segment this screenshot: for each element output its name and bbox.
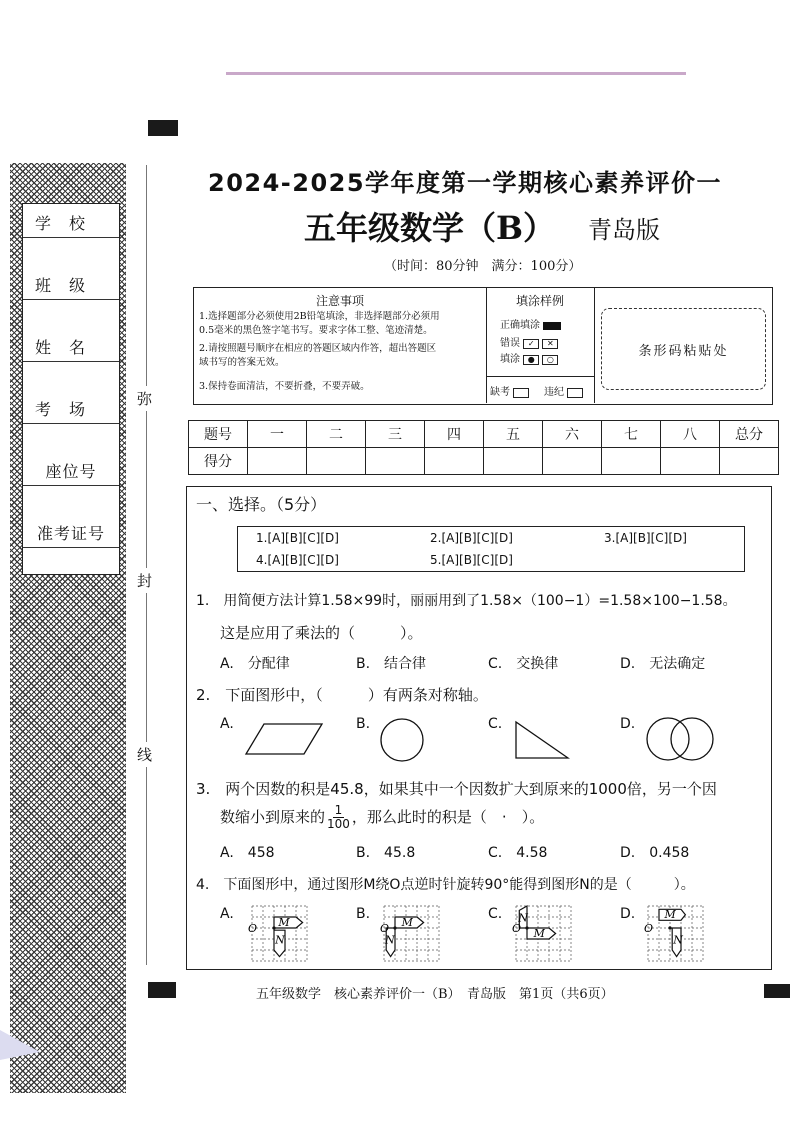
info-label: 学 校: [35, 214, 87, 233]
info-name[interactable]: [23, 332, 119, 362]
absent-mark[interactable]: [490, 383, 529, 398]
score-header-label: 题号: [189, 421, 248, 448]
q2-option-b: B.: [356, 716, 371, 732]
q1-option-c: C. 交换律: [488, 656, 559, 672]
q1-option-a: A. 分配律: [220, 656, 290, 672]
fill-wrong-2: [500, 350, 558, 365]
label-m: M: [401, 915, 413, 929]
score-col: 七: [602, 421, 661, 448]
score-cell[interactable]: [661, 448, 720, 475]
info-school[interactable]: [23, 208, 119, 238]
page-footer: 五年级数学 核心素养评价一（B） 青岛版 第1页（共6页）: [256, 987, 614, 1002]
seal-char: 封: [137, 568, 152, 593]
q4-option-b: B.: [356, 906, 371, 922]
label-o: O: [512, 922, 522, 935]
info-room[interactable]: [23, 394, 119, 424]
notice-item: 0.5毫米的黑色签字笔书写。要求字体工整、笔迹清楚。: [199, 325, 433, 336]
question-3: 3. 两个因数的积是45.8，如果其中一个因数扩大到原来的1000倍，另一个因: [196, 780, 717, 798]
score-col: 八: [661, 421, 720, 448]
barcode-area: 条形码粘贴处: [601, 308, 766, 390]
seal-char: 弥: [137, 386, 152, 411]
notice-item: 3.保持卷面清洁，不要折叠，不要弄破。: [199, 381, 370, 392]
fraction-numerator: 1: [334, 803, 343, 817]
info-seat[interactable]: [23, 456, 119, 486]
q4-option-a: A.: [220, 906, 234, 922]
registration-mark: [764, 984, 790, 998]
scan-corner: [0, 1030, 40, 1060]
notice-item: 域书写的答案无效。: [199, 357, 285, 368]
question-1: 1. 用简便方法计算1.58×99时，丽丽用到了1.58×（100−1）=1.58×100−1.58。: [196, 593, 737, 609]
question-3-cont: [220, 804, 544, 831]
q3-option-c: C. 4.58: [488, 845, 548, 861]
fill-label: 错误: [500, 338, 520, 349]
score-col: 总分: [720, 421, 779, 448]
label-n: N: [518, 911, 528, 925]
score-table: [188, 420, 779, 475]
fill-sample-title: 填涂样例: [515, 294, 564, 308]
score-col: 三: [366, 421, 425, 448]
score-cell[interactable]: [484, 448, 543, 475]
answer-choice-5[interactable]: 5.[A][B][C][D]: [430, 553, 513, 567]
exam-edition: 青岛版: [588, 216, 660, 244]
question-1-cont: 这是应用了乘法的（ ）。: [220, 624, 423, 642]
score-cell[interactable]: [602, 448, 661, 475]
fraction: [327, 804, 350, 831]
q4-option-c: C.: [488, 906, 503, 922]
exam-title: 2024-2025学年度第一学期核心素养评价一: [208, 169, 723, 197]
score-cell[interactable]: [248, 448, 307, 475]
fill-label: 填涂: [500, 354, 520, 365]
divider: [486, 376, 594, 377]
check-box-icon: ✓: [523, 339, 539, 349]
info-label: 考 场: [35, 400, 87, 419]
score-col: 二: [307, 421, 366, 448]
q3-option-a: A. 458: [220, 845, 275, 861]
info-label: 姓 名: [35, 338, 87, 357]
rotation-grid-d: [644, 902, 710, 966]
seal-line: [146, 165, 147, 965]
checkbox-icon: [567, 388, 583, 398]
question-2: 2. 下面图形中，（ ）有两条对称轴。: [196, 686, 488, 704]
label-o: O: [644, 922, 654, 935]
score-cell[interactable]: [720, 448, 779, 475]
info-exam-id[interactable]: [23, 518, 119, 548]
answer-choice-3[interactable]: 3.[A][B][C][D]: [604, 531, 687, 545]
circle-figure: [378, 716, 426, 764]
two-circles-figure: [644, 714, 716, 764]
label-m: M: [664, 908, 676, 922]
score-row-label: 得分: [189, 448, 248, 475]
divider: [594, 288, 595, 403]
checkbox-icon: [513, 388, 529, 398]
section-heading: 一、选择。（5分）: [196, 495, 327, 514]
q1-option-b: B. 结合律: [356, 656, 427, 672]
fill-label: 违纪: [544, 387, 564, 398]
point-o: [272, 926, 275, 929]
label-n: N: [673, 933, 683, 947]
triangle-figure: [514, 720, 570, 760]
score-cell[interactable]: [543, 448, 602, 475]
label-n: N: [275, 933, 285, 947]
circle-box-icon: ○: [542, 355, 558, 365]
point-o: [668, 926, 671, 929]
info-class[interactable]: [23, 270, 119, 300]
info-label: 座位号: [45, 462, 97, 481]
info-label: 班 级: [35, 276, 87, 295]
answer-choice-1[interactable]: 1.[A][B][C][D]: [256, 531, 339, 545]
score-col: 五: [484, 421, 543, 448]
notice-item: 1.选择题部分必须使用2B铅笔填涂，非选择题部分必须用: [199, 311, 440, 322]
cross-box-icon: ✕: [542, 339, 558, 349]
rotation-grid-b: [380, 902, 446, 966]
dot-box-icon: ●: [523, 355, 539, 365]
notice-title: 注意事项: [315, 294, 364, 308]
label-m: M: [278, 915, 290, 929]
parallelogram-figure: [244, 722, 324, 756]
q4-option-d: D.: [620, 906, 636, 922]
score-cell[interactable]: [366, 448, 425, 475]
filled-box-icon: [543, 322, 561, 330]
top-decor-line: [226, 72, 686, 75]
label-m: M: [533, 926, 545, 940]
notice-box: [193, 287, 773, 405]
answer-choice-2[interactable]: 2.[A][B][C][D]: [430, 531, 513, 545]
score-cell[interactable]: [425, 448, 484, 475]
student-info-box: [22, 203, 120, 575]
q2-option-a: A.: [220, 716, 234, 732]
fill-label: 正确填涂: [500, 320, 540, 331]
score-cell[interactable]: [307, 448, 366, 475]
q3-text: ，那么此时的积是（ · ）。: [351, 808, 545, 826]
point-o: [525, 926, 528, 929]
rotation-grid-c: [512, 902, 578, 966]
label-n: N: [385, 933, 395, 947]
label-o: O: [248, 922, 258, 935]
notice-item: 2.请按照题号顺序在相应的答题区域内作答，超出答题区: [199, 343, 437, 354]
rotation-grid-a: [248, 902, 314, 966]
q3-option-d: D. 0.458: [620, 845, 690, 861]
registration-mark: [148, 982, 176, 998]
q3-option-b: B. 45.8: [356, 845, 416, 861]
q1-option-d: D. 无法确定: [620, 656, 706, 672]
info-label: 准考证号: [36, 524, 105, 543]
fill-label: 缺考: [490, 387, 510, 398]
answer-box: [237, 526, 745, 572]
registration-mark: [148, 120, 178, 136]
question-4: 4. 下面图形中，通过图形M绕O点逆时针旋转90°能得到图形N的是（ ）。: [196, 877, 695, 893]
label-o: O: [380, 922, 390, 935]
q3-text: 数缩小到原来的: [220, 808, 326, 826]
fraction-denominator: 100: [327, 817, 350, 831]
point-o: [393, 926, 396, 929]
fill-correct: [500, 316, 561, 331]
score-col: 六: [543, 421, 602, 448]
q2-option-c: C.: [488, 716, 503, 732]
q2-option-d: D.: [620, 716, 636, 732]
seal-char: 线: [137, 742, 152, 767]
fill-wrong: [500, 334, 558, 349]
score-col: 四: [425, 421, 484, 448]
violation-mark[interactable]: [544, 383, 583, 398]
answer-choice-4[interactable]: 4.[A][B][C][D]: [256, 553, 339, 567]
exam-subject: 五年级数学（B）: [304, 209, 556, 247]
time-info: （时间：80分钟 满分：100分）: [384, 259, 582, 274]
score-col: 一: [248, 421, 307, 448]
